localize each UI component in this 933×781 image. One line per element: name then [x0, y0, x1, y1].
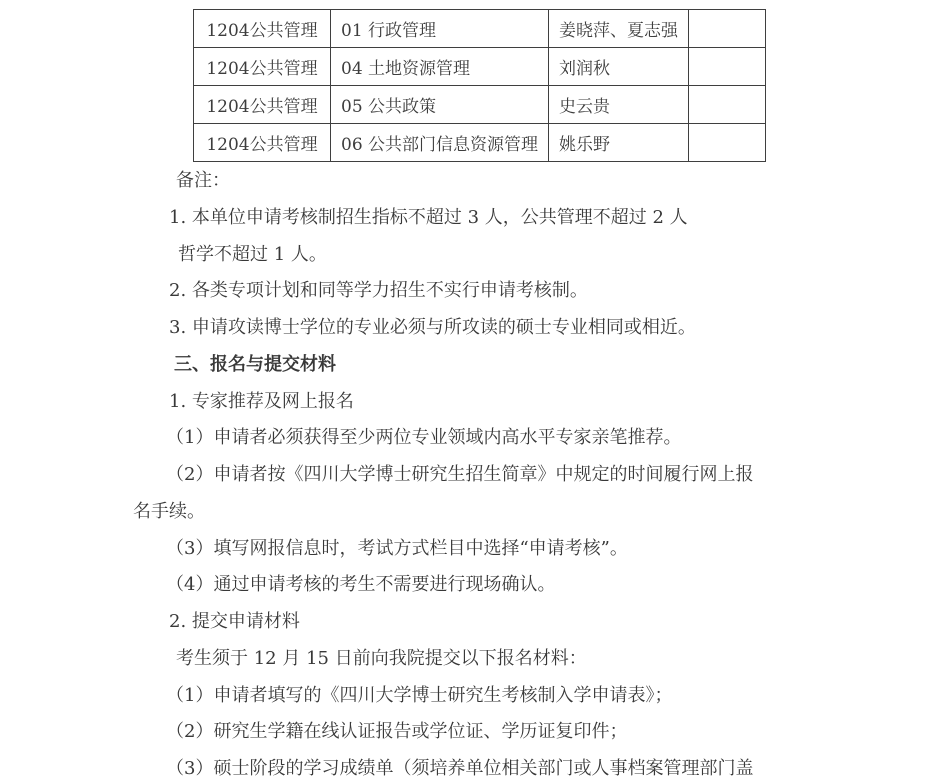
research-direction-cell: 04 土地资源管理: [331, 48, 549, 86]
admissions-table: [193, 9, 766, 162]
table-row: [194, 10, 766, 48]
materials-deadline: 考生须于 12 月 15 日前向我院提交以下报名材料：: [176, 647, 587, 669]
supervisor-cell: 刘润秋: [549, 48, 689, 86]
item-1-3: （3）填写网报信息时，考试方式栏目中选择“申请考核”。: [166, 537, 628, 559]
remarks-label: 备注：: [176, 170, 230, 191]
item-1-2: （2）申请者按《四川大学博士研究生招生简章》中规定的时间履行网上报: [166, 464, 754, 485]
note-cell: [689, 48, 766, 86]
note-cell: [689, 86, 766, 124]
material-3: （3）硕士阶段的学习成绩单（须培养单位相关部门或人事档案管理部门盖: [166, 758, 754, 779]
remark-1: 1. 本单位申请考核制招生指标不超过 3 人，公共管理不超过 2 人: [169, 206, 688, 228]
material-2: （2）研究生学籍在线认证报告或学位证、学历证复印件；: [166, 721, 628, 743]
document-body: [133, 163, 878, 781]
research-direction-cell: 01 行政管理: [331, 10, 549, 48]
major-code-cell: 1204公共管理: [194, 48, 331, 86]
note-cell: [689, 124, 766, 162]
item-1-expert-recommendation: 1. 专家推荐及网上报名: [169, 390, 354, 412]
remark-1-continuation: 哲学不超过 1 人。: [178, 243, 327, 265]
material-1: （1）申请者填写的《四川大学博士研究生考核制入学申请表》；: [166, 684, 673, 706]
supervisor-cell: 姜晓萍、夏志强: [549, 10, 689, 48]
supervisor-cell: 史云贵: [549, 86, 689, 124]
supervisor-cell: 姚乐野: [549, 124, 689, 162]
remark-2: 2. 各类专项计划和同等学力招生不实行申请考核制。: [169, 280, 588, 302]
remark-3: 3. 申请攻读博士学位的专业必须与所攻读的硕士专业相同或相近。: [169, 317, 696, 338]
major-code-cell: 1204公共管理: [194, 86, 331, 124]
research-direction-cell: 06 公共部门信息资源管理: [331, 124, 549, 162]
table-row: [194, 48, 766, 86]
note-cell: [689, 10, 766, 48]
table-row: [194, 86, 766, 124]
item-1-4: （4）通过申请考核的考生不需要进行现场确认。: [166, 574, 556, 596]
table-row: [194, 124, 766, 162]
item-2-submit-materials: 2. 提交申请材料: [169, 611, 300, 632]
major-code-cell: 1204公共管理: [194, 124, 331, 162]
major-code-cell: 1204公共管理: [194, 10, 331, 48]
item-1-2-continuation: 名手续。: [133, 500, 205, 522]
section-3-heading: 三、报名与提交材料: [174, 353, 336, 375]
item-1-1: （1）申请者必须获得至少两位专业领域内高水平专家亲笔推荐。: [166, 427, 682, 449]
research-direction-cell: 05 公共政策: [331, 86, 549, 124]
